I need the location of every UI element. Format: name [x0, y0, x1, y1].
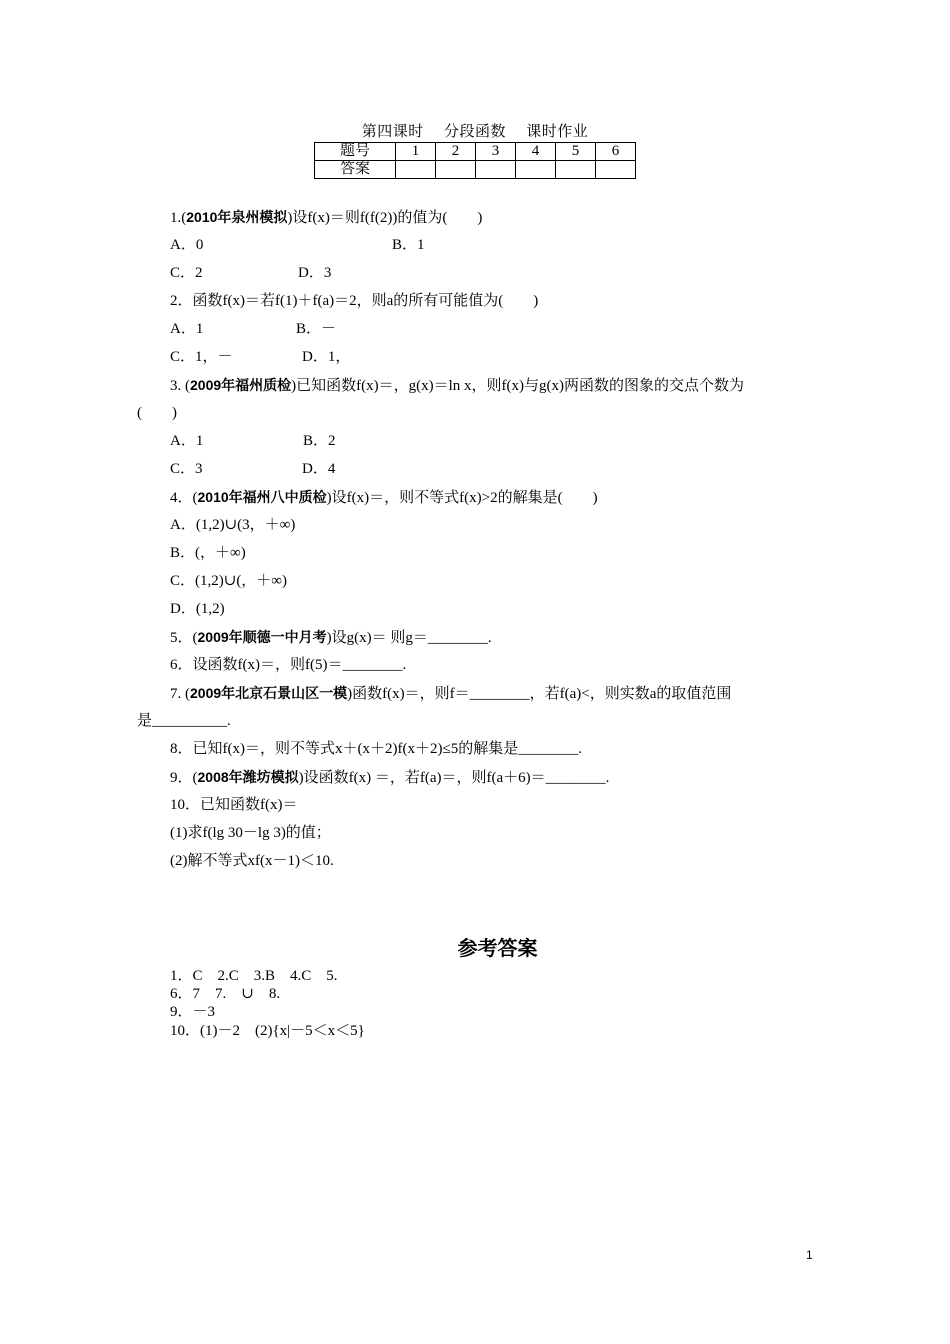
question-7: 7. (2009年北京石景山区一模)函数f(x)＝，则f＝________，若f(a)<，则实数a的取值范围	[170, 685, 732, 702]
answer-cell[interactable]	[596, 161, 636, 179]
question-8: 8．已知f(x)＝，则不等式x＋(x＋2)f(x＋2)≤5的解集是________.	[170, 741, 582, 757]
question-source: 2009年北京石景山区一模	[190, 685, 348, 701]
answer-cell[interactable]	[556, 161, 596, 179]
question-5: 5．(2009年顺德一中月考)设g(x)＝ 则g＝________.	[170, 629, 492, 646]
option-d: D．1，	[302, 349, 351, 365]
question-source: 2008年潍坊模拟	[197, 769, 299, 785]
option-c: C．(1,2)∪(，＋∞)	[170, 573, 287, 589]
option-b: B．－	[296, 321, 337, 337]
number-cell: 6	[596, 143, 636, 161]
question-9: 9．(2008年潍坊模拟)设函数f(x) ＝，若f(a)＝，则f(a＋6)＝________.	[170, 769, 610, 786]
option-b: B．2	[303, 433, 336, 449]
option-d: D．(1,2)	[170, 601, 225, 617]
number-cell: 3	[476, 143, 516, 161]
question-1: 1.(2010年泉州模拟)设f(x)＝则f(f(2))的值为( )	[170, 209, 483, 226]
reference-line: 6．7 7. ∪ 8.	[170, 986, 281, 1002]
option-b: B．1	[392, 237, 425, 253]
question-source: 2010年福州八中质检	[197, 489, 327, 505]
question-source: 2010年泉州模拟	[186, 209, 288, 225]
question-10: 10．已知函数f(x)＝	[170, 797, 298, 813]
number-cell: 4	[516, 143, 556, 161]
question-4: 4．(2010年福州八中质检)设f(x)＝，则不等式f(x)>2的解集是( )	[170, 489, 598, 506]
option-c: C．2	[170, 265, 203, 281]
topic-label: 分段函数	[443, 124, 506, 140]
row-label-number: 题号	[315, 143, 396, 161]
answer-table-number-row	[315, 143, 636, 161]
option-a: A．(1,2)∪(3，＋∞)	[170, 517, 296, 533]
question-7-continued: 是__________.	[137, 713, 231, 729]
option-a: A．1	[170, 433, 204, 449]
page-number: 1	[806, 1248, 813, 1262]
number-cell: 2	[436, 143, 476, 161]
question-2: 2．函数f(x)＝若f(1)＋f(a)＝2，则a的所有可能值为( )	[170, 293, 539, 309]
page-title	[0, 120, 950, 141]
number-cell: 1	[396, 143, 436, 161]
reference-line: 10．(1)－2 (2){x|－5＜x＜5}	[170, 1023, 365, 1039]
option-b: B．(，＋∞)	[170, 545, 246, 561]
question-3-continued: ( )	[137, 405, 177, 421]
answer-table	[314, 142, 636, 179]
answer-cell[interactable]	[396, 161, 436, 179]
option-d: D．3	[298, 265, 332, 281]
question-6: 6．设函数f(x)＝，则f(5)＝________.	[170, 657, 407, 673]
option-a: A．1	[170, 321, 204, 337]
option-a: A．0	[170, 237, 204, 253]
question-10-part-2: (2)解不等式xf(x－1)＜10.	[170, 853, 334, 869]
question-source: 2009年福州质检	[190, 377, 292, 393]
answer-cell[interactable]	[436, 161, 476, 179]
reference-line: 1．C 2.C 3.B 4.C 5.	[170, 968, 338, 984]
option-c: C．1，－	[170, 349, 233, 365]
reference-title: 参考答案	[457, 938, 538, 960]
question-3: 3. (2009年福州质检)已知函数f(x)＝，g(x)＝ln x，则f(x)与g(x)两函数的图象的交点个数为	[170, 377, 745, 394]
lesson-label: 第四课时	[361, 124, 424, 140]
option-c: C．3	[170, 461, 203, 477]
question-10-part-1: (1)求f(lg 30－lg 3)的值；	[170, 825, 331, 841]
answer-cell[interactable]	[476, 161, 516, 179]
question-source: 2009年顺德一中月考	[197, 629, 327, 645]
kind-label: 课时作业	[526, 124, 589, 140]
answer-cell[interactable]	[516, 161, 556, 179]
reference-line: 9．－3	[170, 1004, 216, 1020]
answer-table-answer-row	[315, 161, 636, 179]
option-d: D．4	[302, 461, 336, 477]
row-label-answer: 答案	[315, 161, 396, 179]
number-cell: 5	[556, 143, 596, 161]
